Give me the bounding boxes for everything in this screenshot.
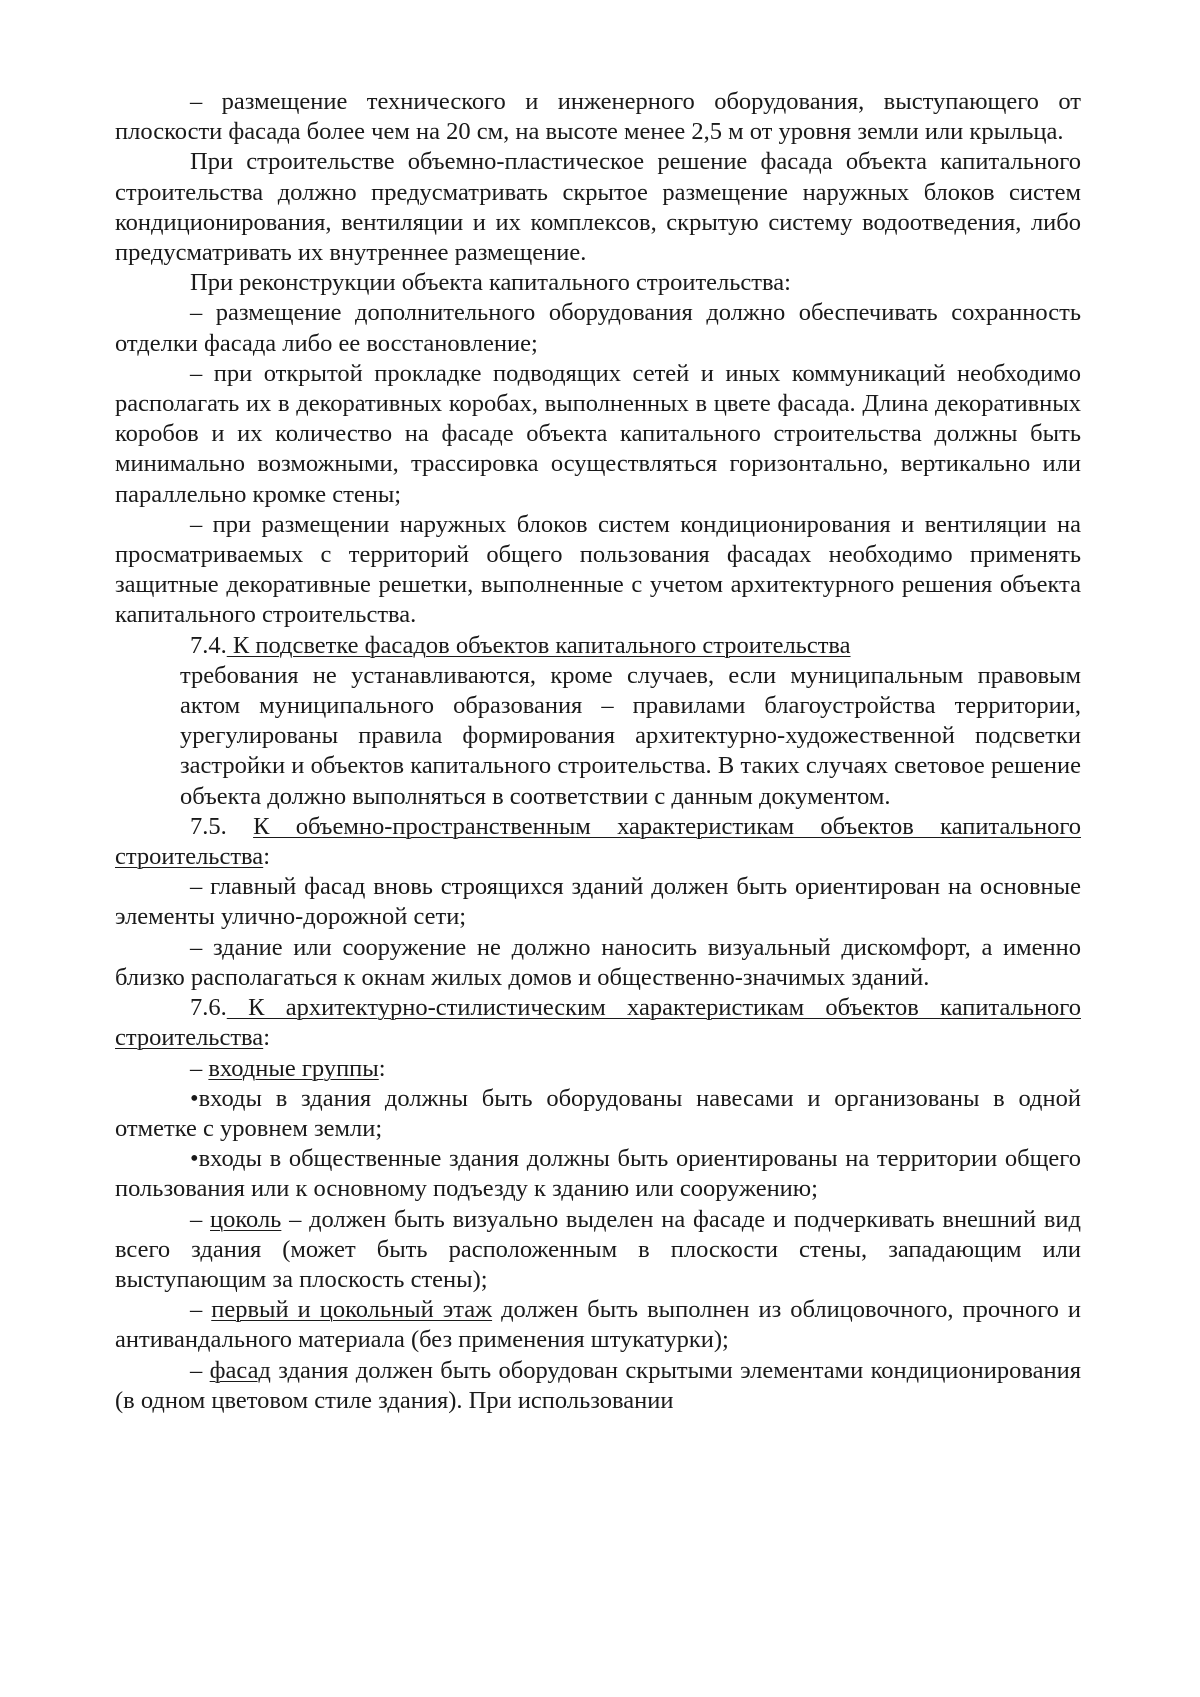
term-plinth: цоколь (210, 1205, 282, 1233)
section-number: 7.4. (190, 631, 227, 659)
term-facade: фасад (209, 1356, 271, 1384)
paragraph-equipment-placement: – размещение технического и инженерного оборудования, выступающего от плоскости фасада более чем на 20 см, на высоте менее 2,5 м от уровня земли или крыльца. (115, 88, 1081, 146)
paragraph-visual-discomfort: – здание или сооружение не должно наносить визуальный дискомфорт, а именно близко располагаться к окнам жилых домов и общественно-значимых зданий. (115, 933, 1081, 991)
paragraph-additional-equipment: – размещение дополнительного оборудования должно обеспечивать сохранность отделки фасада либо ее восстановление; (115, 299, 1081, 357)
list-item-facade (115, 1356, 1081, 1416)
list-dash: – (190, 1356, 210, 1384)
paragraph-reconstruction-intro: При реконструкции объекта капитального строительства: (190, 269, 791, 297)
term-body: – должен быть визуально выделен на фасаде и подчеркивать внешний вид всего здания (может быть расположенным в плоскости стены, западающим или выступающим за плоскость стены); (115, 1205, 1082, 1293)
term-body: здания должен быть оборудован скрытыми элементами кондиционирования (в одном цветовом стиле здания). При использовании (115, 1356, 1082, 1414)
bullet-public-entrances: •входы в общественные здания должны быть ориентированы на территории общего пользования или к основному подъезду к зданию или сооружению; (115, 1145, 1081, 1203)
section-heading: К объемно-пространственным характеристикам объектов капитального строительства (115, 812, 1082, 871)
term-colon: : (378, 1054, 386, 1082)
section-heading-colon: : (263, 843, 270, 871)
paragraph-main-facade: – главный фасад вновь строящихся зданий должен быть ориентирован на основные элементы улично-дорожной сети; (115, 873, 1081, 931)
section-number: 7.5. (190, 812, 254, 840)
list-dash: – (190, 1296, 212, 1324)
document-page (115, 87, 1081, 1416)
section-number: 7.6. (190, 994, 227, 1022)
section-body: требования не устанавливаются, кроме случаев, если муниципальным правовым актом муниципального образования – правилами благоустройства территории, урегулированы правила формирования архитектурно-художественной подсветки застройки и объектов капитального строительства. В таких случаях световое решение объекта должно выполняться в соответствии с данным документом. (180, 661, 1081, 810)
list-dash: – (190, 1205, 210, 1233)
section-7-6 (115, 993, 1081, 1053)
list-item-ground-floor (115, 1295, 1081, 1355)
bullet-entrance-canopies: •входы в здания должны быть оборудованы навесами и организованы в одной отметке с уровнем земли; (115, 1084, 1081, 1142)
list-item-entrance-groups (115, 1054, 1081, 1084)
list-dash: – (190, 1054, 209, 1082)
term-ground-floor: первый и цокольный этаж (211, 1296, 493, 1324)
list-item-plinth (115, 1205, 1081, 1296)
section-heading: К подсветке фасадов объектов капитального строительства (226, 631, 851, 659)
paragraph-outdoor-units: – при размещении наружных блоков систем кондиционирования и вентиляции на просматриваемых с территорий общего пользования фасадах необходимо применять защитные декоративные решетки, выполненные с учетом архитектурного решения объекта капитального строительства. (115, 510, 1081, 629)
section-7-4 (115, 631, 1081, 812)
section-heading: К архитектурно-стилистическим характеристикам объектов капитального строительства (115, 994, 1081, 1052)
section-heading-colon: : (263, 1024, 270, 1052)
section-7-5 (115, 812, 1081, 872)
paragraph-open-networks: – при открытой прокладке подводящих сетей и иных коммуникаций необходимо располагать их в декоративных коробах, выполненных в цвете фасада. Длина декоративных коробов и их количество на фасаде объекта капитального строительства должны быть минимально возможными, трассировка осуществляться горизонтально, вертикально или параллельно кромке стены; (115, 359, 1081, 508)
term-entrance-groups: входные группы (208, 1054, 379, 1082)
paragraph-construction-facade: При строительстве объемно-пластическое решение фасада объекта капитального строительства должно предусматривать скрытое размещение наружных блоков систем кондиционирования, вентиляции и их комплексов, скрытую систему водоотведения, либо предусматривать их внутреннее размещение. (115, 148, 1081, 267)
term-body: должен быть выполнен из облицовочного, прочного и антивандального материала (без применения штукатурки); (115, 1296, 1082, 1354)
